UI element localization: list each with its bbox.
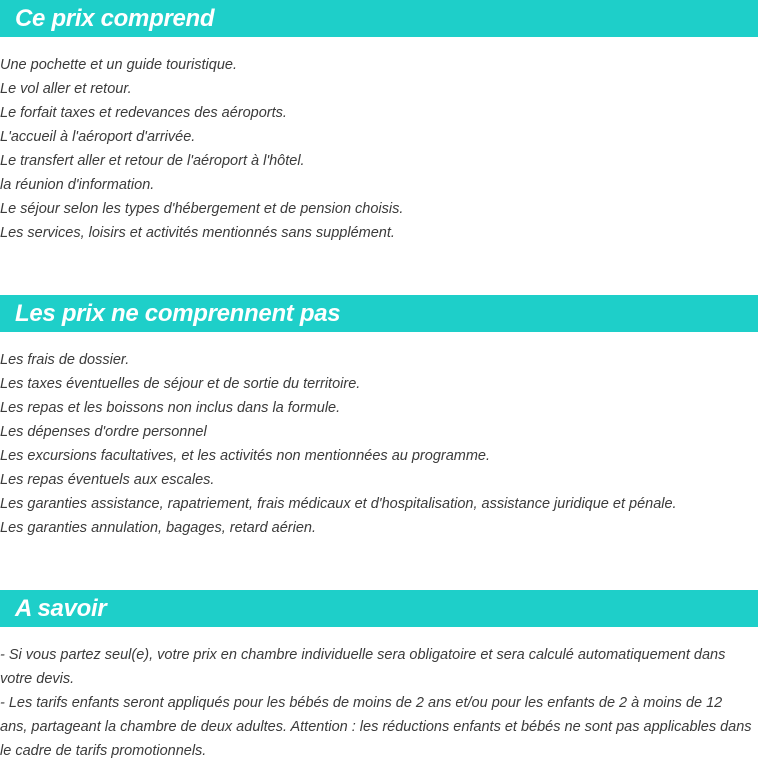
list-item: Le forfait taxes et redevances des aéroports.	[0, 105, 287, 121]
list-item: Le séjour selon les types d'hébergement et de pension choisis.	[0, 201, 404, 217]
list-item: Les services, loisirs et activités mentionnés sans supplément.	[0, 225, 395, 241]
list-item: Les dépenses d'ordre personnel	[0, 424, 207, 440]
section-title: A savoir	[15, 594, 107, 622]
list-item: Les frais de dossier.	[0, 352, 130, 368]
list-item: Les garanties annulation, bagages, retard aérien.	[0, 520, 316, 536]
list-item: Les repas éventuels aux escales.	[0, 472, 215, 488]
section-a-savoir	[0, 590, 758, 763]
list-item: Le transfert aller et retour de l'aéroport à l'hôtel.	[0, 153, 305, 169]
list-item: Les repas et les boissons non inclus dans la formule.	[0, 400, 341, 416]
section-header	[0, 0, 758, 37]
list-item: Les garanties assistance, rapatriement, frais médicaux et d'hospitalisation, assistance juridique et pénale.	[0, 496, 677, 512]
notes-block	[0, 643, 758, 763]
section-title: Ce prix comprend	[15, 4, 215, 32]
note-paragraph: - Si vous partez seul(e), votre prix en chambre individuelle sera obligatoire et sera calculé automatiquement dans votre devis.	[0, 647, 726, 687]
excluded-list	[0, 348, 758, 540]
section-prix-comprend	[0, 0, 758, 245]
list-item: Les excursions facultatives, et les activités non mentionnées au programme.	[0, 448, 491, 464]
list-item: Les taxes éventuelles de séjour et de sortie du territoire.	[0, 376, 361, 392]
note-paragraph: - Les tarifs enfants seront appliqués pour les bébés de moins de 2 ans et/ou pour les enfants de 2 à moins de 12 ans, partageant la chambre de deux adultes. Attention : les réductions enfants et bébés ne sont pas applicables dans le cadre de tarifs promotionnels.	[0, 695, 752, 759]
list-item: L'accueil à l'aéroport d'arrivée.	[0, 129, 196, 145]
list-item: Le vol aller et retour.	[0, 81, 132, 97]
section-header	[0, 590, 758, 627]
section-prix-ne-comprennent-pas	[0, 295, 758, 540]
section-title: Les prix ne comprennent pas	[15, 299, 341, 327]
section-header	[0, 295, 758, 332]
included-list	[0, 53, 758, 245]
list-item: Une pochette et un guide touristique.	[0, 57, 237, 73]
list-item: la réunion d'information.	[0, 177, 155, 193]
